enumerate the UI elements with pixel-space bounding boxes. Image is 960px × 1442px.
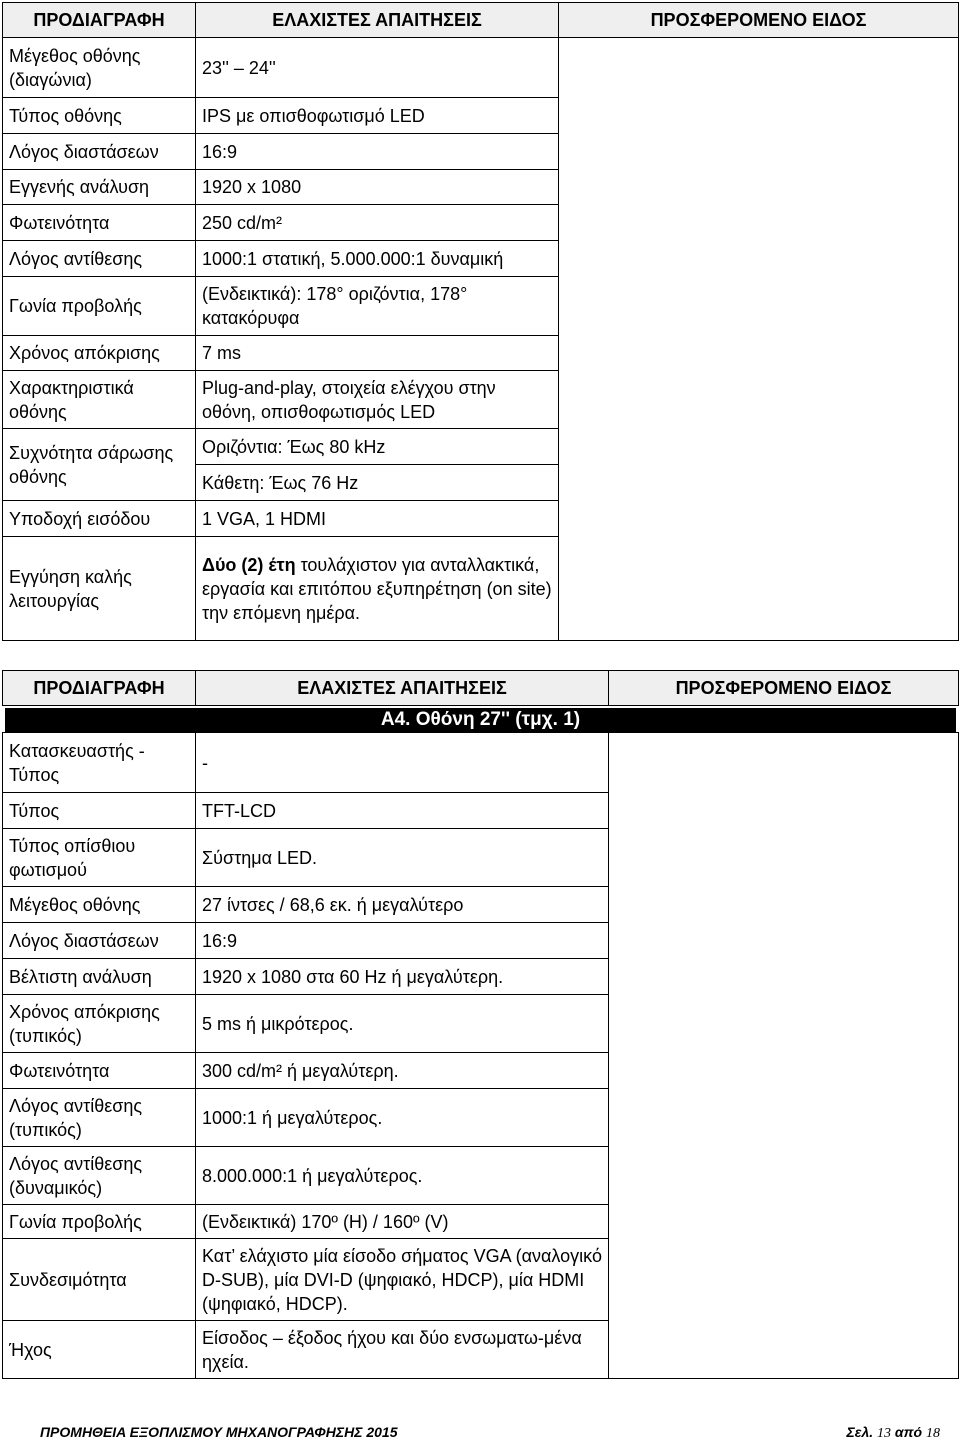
page-prefix: Σελ.: [846, 1424, 878, 1440]
spec-label: Τύπος οθόνης: [3, 98, 196, 134]
requirement-value: 250 cd/m²: [196, 205, 559, 241]
requirement-value: TFT-LCD: [196, 793, 609, 829]
spec-label: Χρόνος απόκρισης: [3, 336, 196, 371]
requirement-value: Σύστημα LED.: [196, 829, 609, 887]
requirement-value: Είσοδος – έξοδος ήχου και δύο ενσωματω-μένα ηχεία.: [196, 1321, 609, 1379]
requirement-value: 23'' – 24'': [196, 38, 559, 98]
spec-label: Λόγος αντίθεσης (δυναμικός): [3, 1147, 196, 1205]
spec-label: Ήχος: [3, 1321, 196, 1379]
header-offered-item: ΠΡΟΣΦΕΡΟΜΕΝΟ ΕΙΔΟΣ: [609, 671, 959, 706]
requirement-value: Plug-and-play, στοιχεία ελέγχου στην οθόνη, οπισθοφωτισμός LED: [196, 371, 559, 429]
table-header-row: [3, 3, 959, 38]
requirement-value: 16:9: [196, 923, 609, 959]
spec-label: Γωνία προβολής: [3, 277, 196, 336]
requirement-value: 27 ίντσες / 68,6 εκ. ή μεγαλύτερο: [196, 887, 609, 923]
spec-label: Γωνία προβολής: [3, 1205, 196, 1239]
table-header-row: [3, 671, 959, 706]
page-separator: από: [891, 1424, 926, 1440]
spec-label: Λόγος αντίθεσης: [3, 241, 196, 277]
spec-label: Μέγεθος οθόνης: [3, 887, 196, 923]
requirement-value: (Ενδεικτικά) 170º (H) / 160º (V): [196, 1205, 609, 1239]
header-offered-item: ΠΡΟΣΦΕΡΟΜΕΝΟ ΕΙΔΟΣ: [559, 3, 959, 38]
warranty-duration: Δύο (2) έτη: [202, 554, 296, 575]
requirement-value: 1000:1 στατική, 5.000.000:1 δυναμική: [196, 241, 559, 277]
page-number: [846, 1424, 940, 1442]
header-spec: ΠΡΟΔΙΑΓΡΑΦΗ: [3, 3, 196, 38]
spec-label: Τύπος: [3, 793, 196, 829]
page-current: 13: [877, 1426, 892, 1441]
requirement-value: 1920 x 1080: [196, 170, 559, 205]
requirement-value: Κάθετη: Έως 76 Hz: [196, 465, 559, 501]
warranty-text: τουλάχιστον για ανταλλακτικά, εργασία και επιτόπου εξυπηρέτηση (on site) την επόμενη ημέρα.: [202, 554, 552, 623]
requirement-value: Οριζόντια: Έως 80 kHz: [196, 429, 559, 465]
section-title-row: [3, 706, 959, 733]
requirement-value: -: [196, 733, 609, 793]
requirement-value: IPS με οπισθοφωτισμό LED: [196, 98, 559, 134]
spec-label: Λόγος διαστάσεων: [3, 923, 196, 959]
offered-item-cell: [559, 38, 959, 641]
section-title: Α4. Οθόνη 27'' (τμχ. 1): [5, 708, 956, 732]
header-spec: ΠΡΟΔΙΑΓΡΑΦΗ: [3, 671, 196, 706]
spec-label: Κατασκευαστής - Τύπος: [3, 733, 196, 793]
spec-label: Συχνότητα σάρωσης οθόνης: [3, 429, 196, 501]
spec-label: Εγγύηση καλής λειτουργίας: [3, 537, 196, 641]
spec-label: Μέγεθος οθόνης (διαγώνια): [3, 38, 196, 98]
offered-item-cell: [609, 733, 959, 1379]
spec-label: Λόγος διαστάσεων: [3, 134, 196, 170]
spec-table-27: [2, 670, 959, 1379]
spec-table-24: [2, 2, 959, 641]
spec-label: Βέλτιστη ανάλυση: [3, 959, 196, 995]
page-total: 18: [926, 1426, 940, 1441]
requirement-value: [196, 537, 559, 641]
header-min-requirements: ΕΛΑΧΙΣΤΕΣ ΑΠΑΙΤΗΣΕΙΣ: [196, 3, 559, 38]
spec-label: Συνδεσιμότητα: [3, 1239, 196, 1321]
spec-label: Χαρακτηριστικά οθόνης: [3, 371, 196, 429]
spec-label: Τύπος οπίσθιου φωτισμού: [3, 829, 196, 887]
footer-title: ΠΡΟΜΗΘΕΙΑ ΕΞΟΠΛΙΣΜΟΥ ΜΗΧΑΝΟΓΡΑΦΗΣΗΣ 2015: [40, 1424, 398, 1440]
requirement-value: 7 ms: [196, 336, 559, 371]
spec-label: Λόγος αντίθεσης (τυπικός): [3, 1089, 196, 1147]
requirement-value: 1 VGA, 1 HDMI: [196, 501, 559, 537]
spec-label: Υποδοχή εισόδου: [3, 501, 196, 537]
requirement-value: 16:9: [196, 134, 559, 170]
spec-label: Φωτεινότητα: [3, 205, 196, 241]
table-row: [3, 38, 959, 98]
requirement-value: 1920 x 1080 στα 60 Hz ή μεγαλύτερη.: [196, 959, 609, 995]
requirement-value: Κατ’ ελάχιστο μία είσοδο σήματος VGA (αναλογικό D-SUB), μία DVI-D (ψηφιακό, HDCP), μία HDMI (ψηφιακό, HDCP).: [196, 1239, 609, 1321]
spec-label: Εγγενής ανάλυση: [3, 170, 196, 205]
requirement-value: 1000:1 ή μεγαλύτερος.: [196, 1089, 609, 1147]
header-min-requirements: ΕΛΑΧΙΣΤΕΣ ΑΠΑΙΤΗΣΕΙΣ: [196, 671, 609, 706]
table-row: [3, 733, 959, 793]
requirement-value: 5 ms ή μικρότερος.: [196, 995, 609, 1053]
spec-label: Φωτεινότητα: [3, 1053, 196, 1089]
requirement-value: 300 cd/m² ή μεγαλύτερη.: [196, 1053, 609, 1089]
spec-label: Χρόνος απόκρισης (τυπικός): [3, 995, 196, 1053]
requirement-value: (Ενδεικτικά): 178° οριζόντια, 178° κατακόρυφα: [196, 277, 559, 336]
requirement-value: 8.000.000:1 ή μεγαλύτερος.: [196, 1147, 609, 1205]
